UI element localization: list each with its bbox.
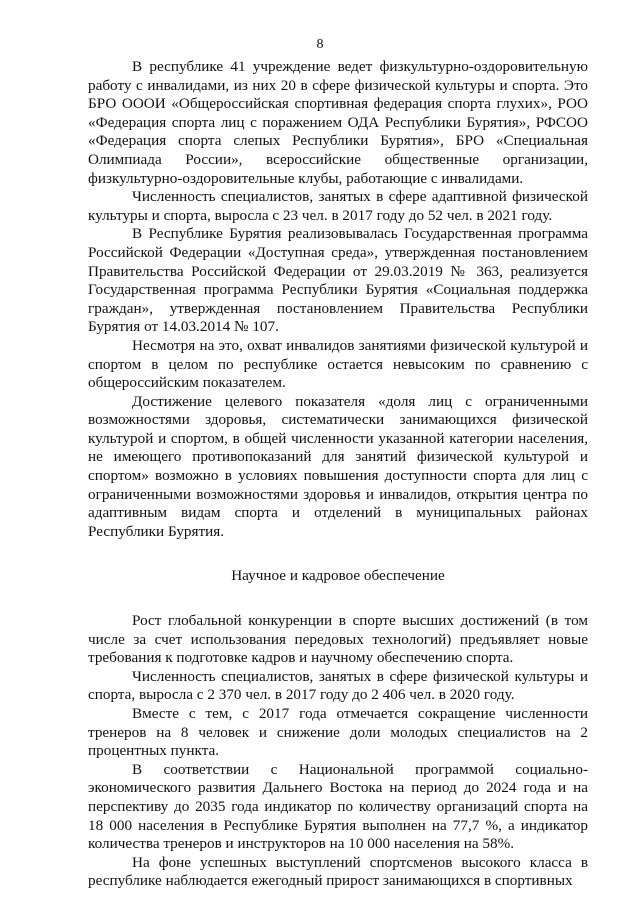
paragraph: В соответствии с Национальной программой социально-экономического развития Дальнего Востока на период до 2024 года и на перспективу до 2035 года индикатор по количеству организаций спорта на 18 000 населения в Республике Бурятия выполнен на 77,7 %, а индикатор количества тренеров и инструкторов на 10 000 населения на 58%.: [88, 760, 588, 853]
paragraph: Достижение целевого показателя «доля лиц с ограниченными возможностями здоровья, систематически занимающихся физической культурой и спортом, в общей численности указанной категории населения, не имеющего противопоказаний для занятий физической культурой и спортом» возможно в условиях повышения доступности спорта для лиц с ограниченными возможностями здоровья и инвалидов, открытия центра по адаптивным видам спорта и отделений в муниципальных районах Республики Бурятия.: [88, 392, 588, 540]
section-heading: Научное и кадровое обеспечение: [231, 567, 445, 585]
paragraph: Рост глобальной конкуренции в спорте высших достижений (в том числе за счет использования передовых технологий) предъявляет новые требования к подготовке кадров и научному обеспечению спорта.: [88, 612, 588, 667]
page-number: 8: [316, 37, 324, 52]
paragraph: Численность специалистов, занятых в сфере адаптивной физической культуры и спорта, выросла с 23 чел. в 2017 году до 52 чел. в 2021 году.: [88, 188, 588, 224]
paragraph: В республике 41 учреждение ведет физкультурно-оздоровительную работу с инвалидами, из них 20 в сфере физической культуры и спорта. Это БРО ОООИ «Общероссийская спортивная федерация спорта глухих», РОО «Федерация спорта лиц с поражением ОДА Республики Бурятия», РФСОО «Федерация спорта слепых Республики Бурятия», БРО «Специальная Олимпиада России», всероссийские общественные организации, физкультурно-оздоровительные клубы, работающие с инвалидами.: [88, 58, 588, 187]
paragraph: На фоне успешных выступлений спортсменов высокого класса в республике наблюдается ежегодный прирост занимающихся в спортивных: [88, 853, 588, 890]
paragraph: Вместе с тем, с 2017 года отмечается сокращение численности тренеров на 8 человек и снижение доли молодых специалистов на 2 процентных пункта.: [88, 705, 588, 760]
paragraph: Несмотря на это, охват инвалидов занятиями физической культурой и спортом в целом по республике остается невысоким по сравнению с общероссийским показателем.: [88, 336, 588, 392]
paragraph: В Республике Бурятия реализовывалась Государственная программа Российской Федерации «Доступная среда», утвержденная постановлением Правительства Российской Федерации от 29.03.2019 № 363, реализуется Государственная программа Республики Бурятия «Социальная поддержка граждан», утвержденная постановлением Правительства Республики Бурятия от 14.03.2014 № 107.: [88, 225, 588, 336]
document-body: [88, 58, 588, 891]
paragraph: Численность специалистов, занятых в сфере физической культуры и спорта, выросла с 2 370 чел. в 2017 году до 2 406 чел. в 2020 году.: [88, 667, 588, 704]
